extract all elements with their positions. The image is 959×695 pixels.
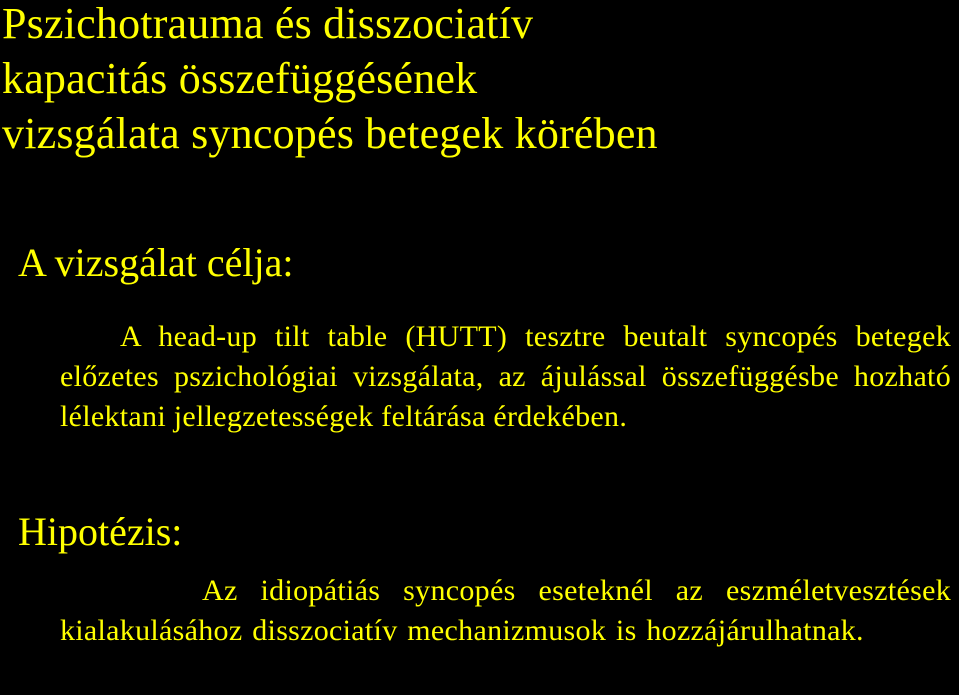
hypothesis-heading: Hipotézis: (18, 509, 183, 554)
goal-text: A head-up tilt table (HUTT) tesztre beutalt syncopés betegek előzetes pszichológiai vizsgálata, az ájulással összefüggésbe hozható lélektani jellegzetességek feltárása érdekében. (60, 320, 951, 433)
title-line-3: vizsgálata syncopés betegek körében (2, 109, 658, 158)
title-line-1: Pszichotrauma és disszociatív (2, 0, 534, 48)
goal-heading: A vizsgálat célja: (18, 240, 294, 285)
title-line-2: kapacitás összefüggésének (2, 54, 478, 103)
slide-title (2, 0, 658, 161)
hypothesis-text: Az idiopátiás syncopés eseteknél az eszméletvesztések kialakulásához disszociatív mechanizmusok is hozzájárulhatnak. (60, 574, 951, 647)
